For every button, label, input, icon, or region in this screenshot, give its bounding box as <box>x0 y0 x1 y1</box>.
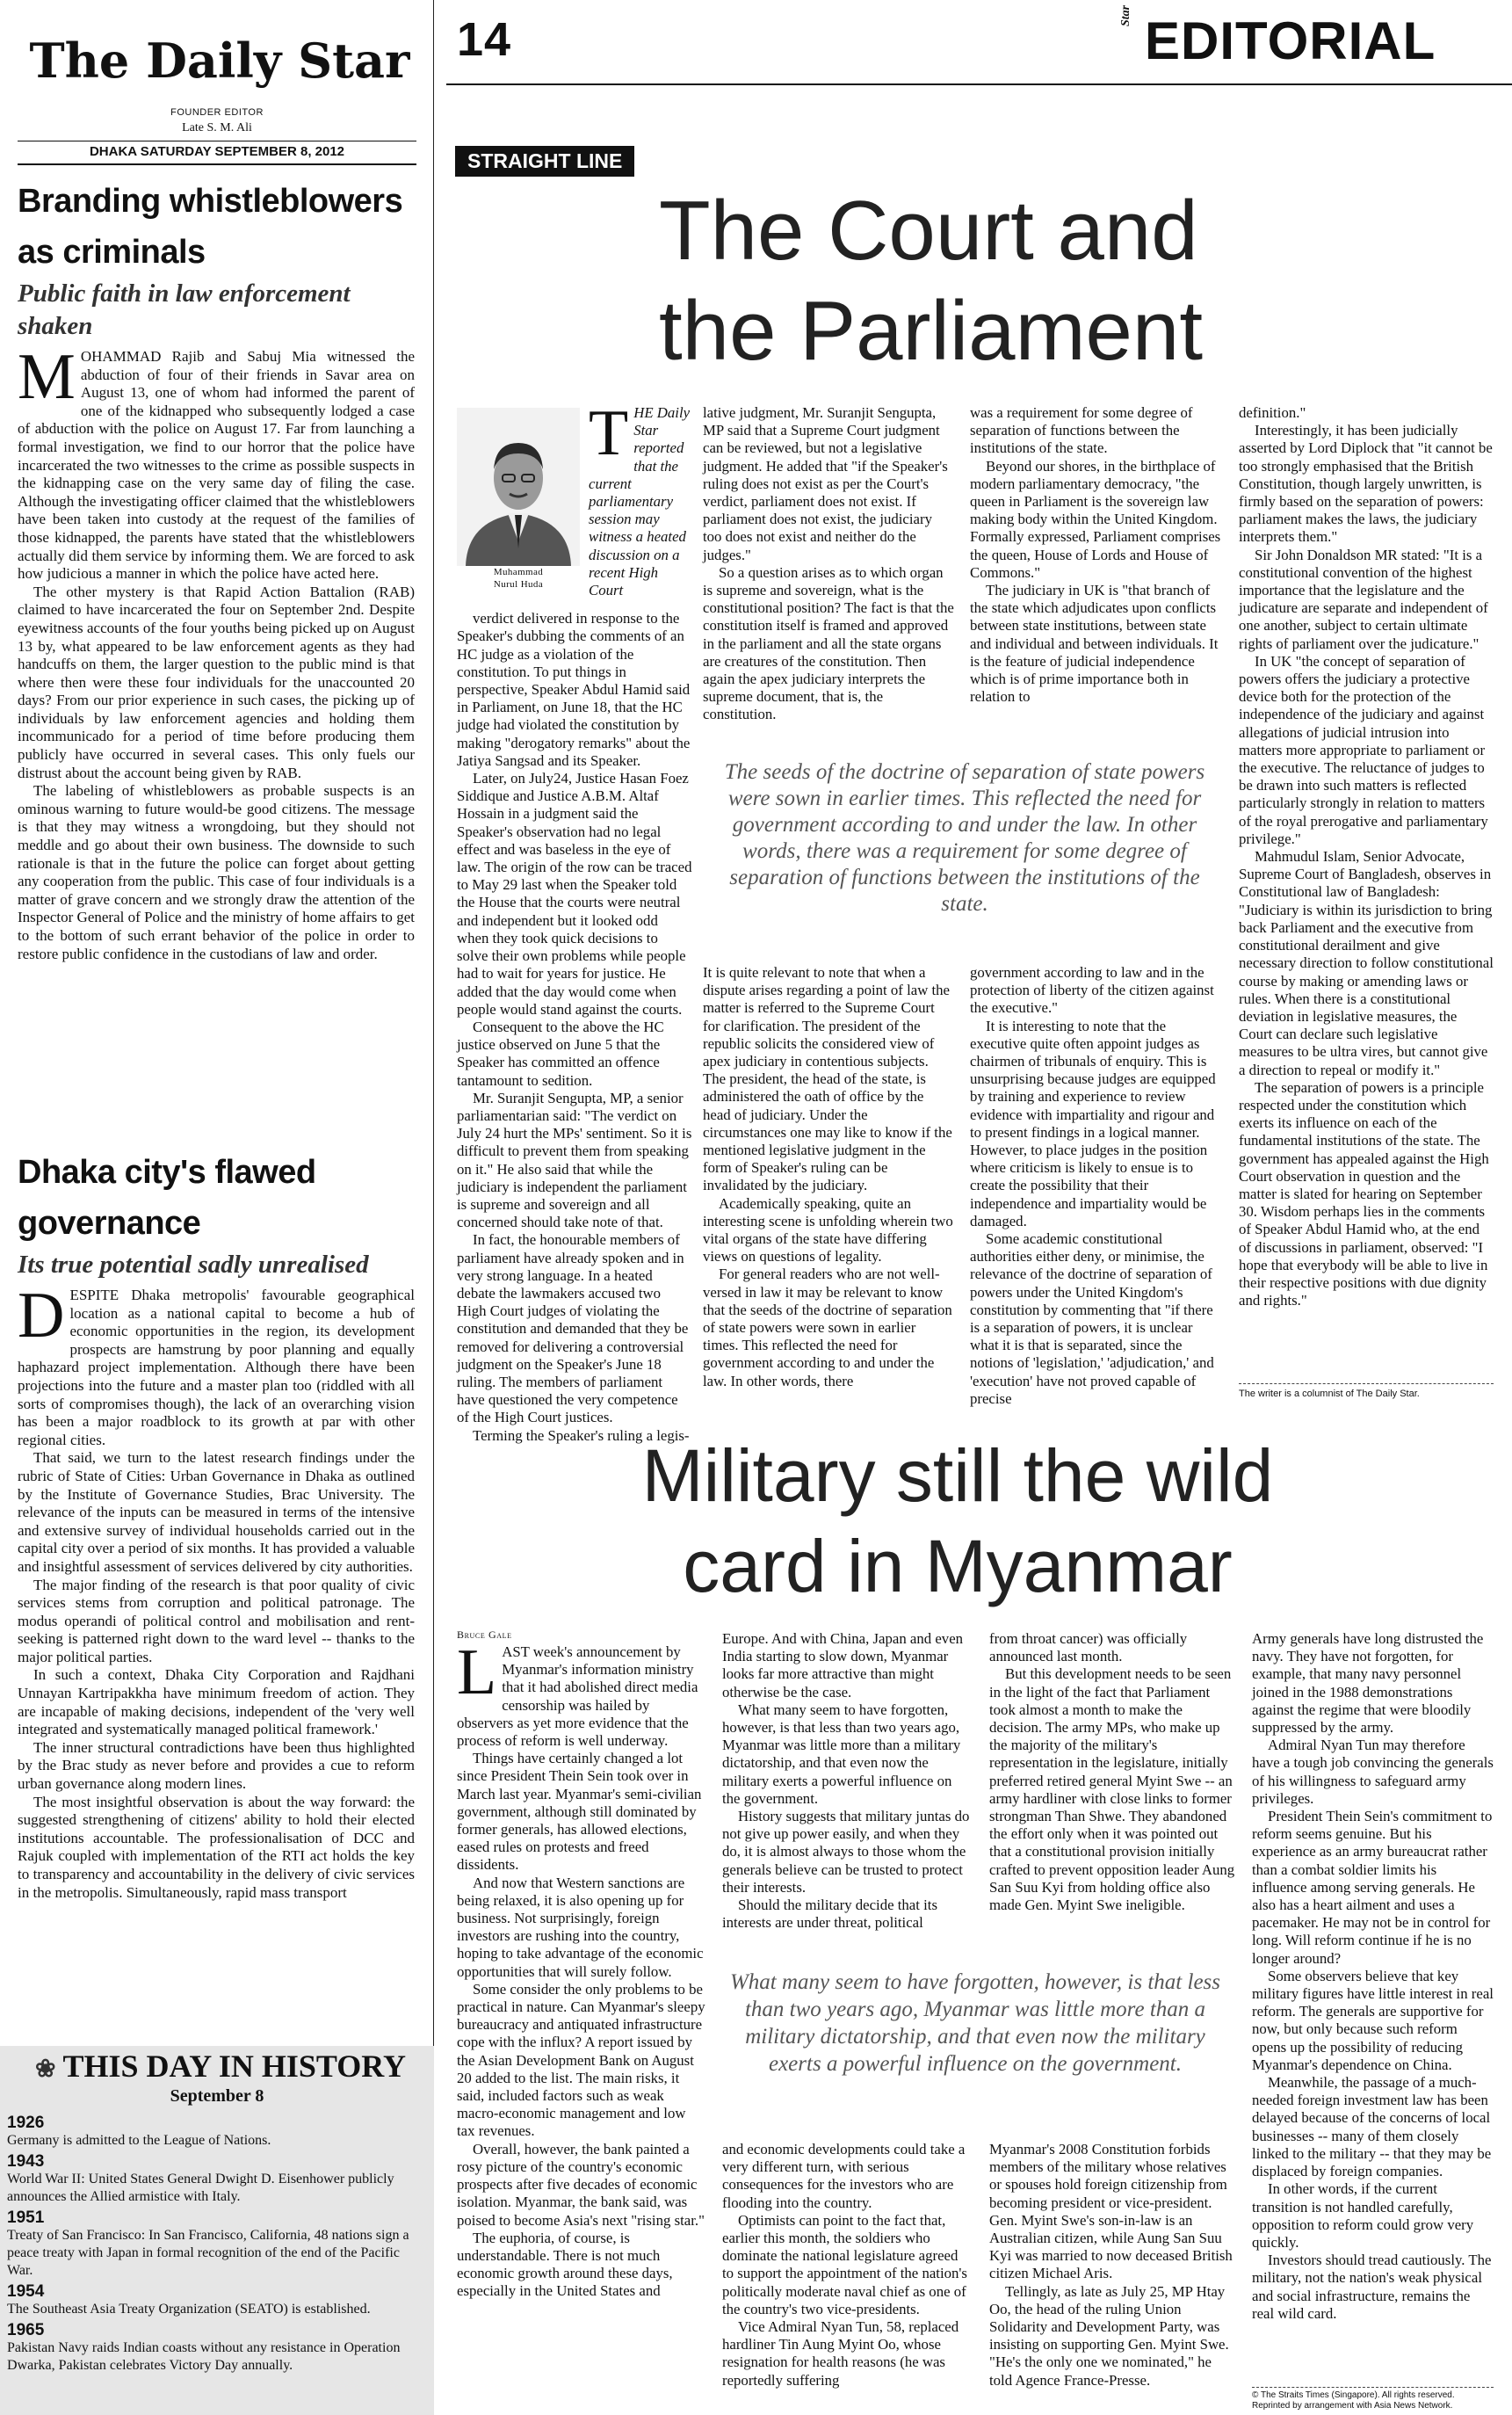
paragraph: The euphoria, of course, is understandable. There is not much economic growth around these days, especially in the United States and <box>457 2229 673 2300</box>
paragraph: The judiciary in UK is "that branch of the state which adjudicates upon conflicts between state institutions, between state and individual and between individuals. It is the feature of judicial independence which is of prime importance both in relation to <box>970 582 1219 706</box>
headline-line: Military still the wild <box>641 1434 1274 1517</box>
headline-line: the Parliament <box>659 284 1203 378</box>
paragraph: Things have certainly changed a lot since President Thein Sein took over in March last year. Myanmar's semi-civilian government, although still dominated by former generals, has allowed elections, eased rules on protests and freed dissidents. <box>457 1750 702 1874</box>
dropcap: T <box>589 397 629 469</box>
paragraph: The labeling of whistleblowers as probable suspects is an ominous warning to future would-be good citizens. The message is that they may witness a wrongdoing, but they should not meddle and go about their own business. The downside to such rationale is that in the future the police can forget about getting any cooperation from the public. This case of four individuals is a matter of grave concern and we strongly draw the attention of the Inspector General of Police and the ministry of home affairs to get to the bottom of such errant behavior of the police in order to restore public confidence in the custodians of law and order. <box>18 782 415 962</box>
masthead <box>0 0 434 167</box>
divider <box>18 163 416 165</box>
paragraph: lative judgment, Mr. Suranjit Sengupta, MP said that a Supreme Court judgment can be reviewed, but not a legislative judgment. He added that "if the Speaker's ruling does not exist as per the Court's verdict, parliament does not exist. If parliament does not exist, the judiciary too does not exist and neither do the judges." <box>703 404 948 563</box>
lead-paragraph <box>589 397 692 599</box>
page-number: 14 <box>457 13 512 66</box>
headline-line: as criminals <box>18 234 206 271</box>
paragraph: from throat cancer) was officially announced last month. <box>989 1630 1188 1665</box>
article-column <box>457 1636 707 2301</box>
article-column <box>970 964 1221 1408</box>
founder-name: Late S. M. Ali <box>182 121 252 134</box>
dateline: DHAKA SATURDAY SEPTEMBER 8, 2012 <box>89 144 345 159</box>
history-year: 1965 <box>7 2321 45 2339</box>
article-column <box>722 1630 970 1932</box>
history-year: 1926 <box>7 2114 45 2132</box>
section-logo: Star <box>1119 4 1132 26</box>
column-paragraphs <box>457 610 692 1445</box>
paragraph-text: ESPITE Dhaka metropolis' favourable geographical location as a national capital to become a hub of economic opportunities in the region, its development prospects are hamstrung by poor planning and equally haphazard project implementation. Although there have been projections into the future and a master plan too (riddled with all sorts of compromises though), the lack of an overarching vision has been a major roadblock to its growth at par with other regional cities. <box>18 1287 415 1448</box>
article-column <box>703 964 954 1390</box>
paragraph: Meanwhile, the passage of a much-needed foreign investment law has been delayed because of the concerns of local businesses -- many of them closely linked to the military -- that they may be displaced by foreign companies. <box>1252 2074 1492 2180</box>
paragraph: Should the military decide that its interests are under threat, political <box>722 1896 937 1932</box>
paragraph: President Thein Sein's commitment to reform seems genuine. But his experience as an army bureaucrat rather than a combat soldier limits his influence among serving generals. He also has a heart ailment and uses a pacemaker. He may not be in control for long. Will reform continue if he is no longer around? <box>1252 1808 1493 1967</box>
paragraph: definition." <box>1239 404 1306 421</box>
history-event: Pakistan Navy raids Indian coasts without any resistance in Operation Dwarka, Pakistan celebrates Victory Day annually. <box>7 2340 401 2373</box>
paragraph: The most insightful observation is about the way forward: the suggested strengthening of citizens' ability to hold their elected institutions accountable. The professionalisation of DCC and Rajuk coupled with implementation of the RTI act holds the key to transparency and accountability in the delivery of civic services in the metropolis. Simultaneously, rapid mass transport <box>18 1793 415 1901</box>
column-paragraphs <box>457 1750 707 2300</box>
lead-text: AST week's announcement by Myanmar's information ministry that it had abolished direct media censorship was hailed by observers as yet more evidence that the process of reform is well underway. <box>457 1643 698 1750</box>
paragraph: Optimists can point to the fact that, earlier this month, the soldiers who dominate the national legislature agreed to support the appointment of the nation's politically moderate naval chief as one of the country's two vice-presidents. <box>722 2211 967 2317</box>
divider <box>1239 1383 1494 1384</box>
paragraph: Interestingly, it has been judicially asserted by Lord Diplock that "it cannot be too strongly emphasised that the British Constitution, though largely unwritten, is firmly based on the separation of powers: parliament makes the laws, the judiciary interprets them." <box>1239 422 1493 546</box>
article-column <box>1239 404 1494 1309</box>
paragraph: Europe. And with China, Japan and even India starting to slow down, Myanmar looks far more attractive than might otherwise be the case. <box>722 1630 964 1701</box>
divider <box>446 83 1512 85</box>
paragraph: Some academic constitutional authorities either deny, or minimise, the relevance of the doctrine of separation of powers under the United Kingdom's constitution by commenting that "if there is a separation of powers, it is unclear what it is that is separated, since the notions of 'legislation,' 'adjudication,' and 'execution' have not proved capable of precise <box>970 1230 1214 1407</box>
paragraph: But this development needs to be seen in the light of the fact that Parliament took almost a month to make the decision. The army MPs, who make up the majority of the military's representation in the legislature, initially preferred retired general Myint Swe -- an army hardliner with close links to former strongman Than Shwe. They abandoned the effort only when it was pointed out that a constitutional provision initially crafted to prevent opposition leader Aung San Suu Kyi from holding office also made Gen. Myint Swe ineligible. <box>989 1665 1235 1914</box>
paragraph: Terming the Speaker's ruling a legis- <box>473 1426 690 1444</box>
paragraph: Army generals have long distrusted the navy. They have not forgotten, for example, that many navy personnel joined in the 1988 demonstrations against the regime that were bloodily suppressed by the army. <box>1252 1630 1484 1737</box>
founder-label: FOUNDER EDITOR <box>170 107 264 118</box>
paragraph: It is quite relevant to note that when a dispute arises regarding a point of law the matter is referred to the Supreme Court for clarification. The president of the republic solicits the considered view of apex judiciary in contentious subjects. The president, the head of the state, is administered the oath of office by the head of judiciary. Under the circumstances one may like to know if the mentioned legislative judgment in the form of Speaker's ruling can be invalidated by the judiciary. <box>703 964 952 1194</box>
paragraph: That said, we turn to the latest research findings under the rubric of State of Cities: Urban Governance in Dhaka as outlined by the Institute of Governance Studies, Brac University. The relevance of the inputs can be measured in terms of the intensive and extensive survey of individual households carried out in the capital city over a period of six months. It has provided a valuable and insightful assessment of services delivered by city authorities. <box>18 1449 415 1575</box>
paragraph: and economic developments could take a very different turn, with serious consequences for the investors who are flooding into the country. <box>722 2141 966 2211</box>
paragraph: government according to law and in the protection of liberty of the citizen against the executive." <box>970 964 1214 1017</box>
headline-line: card in Myanmar <box>683 1525 1233 1607</box>
paragraph: For general readers who are not well-versed in law it may be relevant to know that the seeds of the doctrine of separation of state powers were sown in earlier times. This reflected the need for government according to and under the law. In other words, there <box>703 1266 952 1389</box>
article-column <box>703 404 954 724</box>
history-event: Treaty of San Francisco: In San Francisco, California, 48 nations sign a peace treaty with Japan in formal recognition of the end of the Pacific War. <box>7 2228 409 2278</box>
article-headline <box>659 181 1309 381</box>
paragraph: Sir John Donaldson MR stated: "It is a constitutional convention of the highest importance that the legislature and the judicature are separate and independent of one another, subject to certain ultimate rights of parliament over the judicature." <box>1239 546 1488 652</box>
editorial-headline <box>18 176 415 278</box>
author-name: Nurul Huda <box>493 579 544 590</box>
paragraph: In fact, the honourable members of parliament have already spoken and in very strong language. In a heated debate the lawmakers accused two High Court judges of violating the constitution and demanded that they be removed for delivering a controversial judgment on the Speaker's June 18 ruling. The members of parliament have questioned the very competence of the High Court justices. <box>457 1231 689 1426</box>
history-title-text: THIS DAY IN HISTORY <box>62 2049 406 2084</box>
dropcap: D <box>18 1280 65 1352</box>
editorial-dhaka-governance <box>18 1147 415 1902</box>
divider <box>1252 2387 1494 2388</box>
paragraph: The other mystery is that Rapid Action Battalion (RAB) claimed to have incarcerated the four on September 2nd. Despite eyewitness accounts of the four youths being picked up on August 13 by, what appeared to be law enforcement agents as they had handcuffs on them, the larger question to the public mind is that where then were these four individuals for the unaccounted 20 days? From our prior experience in such cases, the picking up of individuals by law enforcement agencies and holding them incommunicado for a period of time before producing them publicly have occurred in several cases. This only fuels our distrust about the account being given by RAB. <box>18 583 415 781</box>
history-year: 1943 <box>7 2152 45 2171</box>
history-date: September 8 <box>170 2086 264 2106</box>
paragraph: Investors should tread cautiously. The military, not the nation's weak physical and social infrastructure, remains the real wild card. <box>1252 2252 1492 2322</box>
credit-line: Reprinted by arrangement with Asia News Network. <box>1252 2401 1453 2411</box>
history-event: Germany is admitted to the League of Nations. <box>7 2133 271 2148</box>
article-column <box>1252 1630 1494 2323</box>
lead-text: HE Daily Star reported that the current parliamentary session may witness a heated discussion on a recent High Court <box>589 404 691 599</box>
article-headline <box>562 1431 1353 1612</box>
editorial-subhead: Its true potential sadly unrealised <box>18 1251 369 1279</box>
paragraph: The inner structural contradictions have been thus highlighted by the Brac study as never before and provides a cue to reform urban governance along modern lines. <box>18 1738 415 1793</box>
dropcap: M <box>18 341 76 413</box>
paragraph: The separation of powers is a principle respected under the constitution which exerts its influence on each of the fundamental institutions of the state. The government has appealed against the High Court observation in question and the matter is slated for hearing on September 30. Wisdom perhaps lies in the comments of Speaker Abdul Hamid who, at the end of discussions in parliament, observed: "I hope that everybody will be able to live in their respective positions with due dignity and rights." <box>1239 1078 1489 1309</box>
paragraph: Mahmudul Islam, Senior Advocate, Supreme Court of Bangladesh, observes in Constitutional law of Bangladesh: "Judiciary is within its jurisdiction to bring back Parliament and the executive from constitutional derailment and give necessary direction to follow constitutional course by making or amending laws or rules. When there is a constitutional deviation in legislative measures, the Court can declare such legislative measures to be ultra vires, but cannot give a direction to repeal or modify it." <box>1239 848 1494 1078</box>
headline-line: Dhaka city's flawed <box>18 1154 316 1191</box>
editorial-headline <box>18 1147 415 1249</box>
paragraph: History suggests that military juntas do not give up power easily, and when they do, it is almost always to those whom the generals believe can be trusted to protect their interests. <box>722 1808 970 1896</box>
syndication-credit <box>1252 2390 1498 2411</box>
headline-line: Branding whistleblowers <box>18 183 403 220</box>
paragraph: And now that Western sanctions are being relaxed, it is also opening up for business. Not surprisingly, foreign investors are rushing into the country, hoping to take advantage of the economic opportunities that will surely follow. <box>457 1874 704 1980</box>
pull-quote: What many seem to have forgotten, however, is that less than two years ago, Myanmar was little more than a military dictatorship, and that even now the military exerts a powerful influence on the government. <box>729 1970 1220 2076</box>
section-title: EDITORIAL <box>1145 11 1436 70</box>
article-column <box>989 2141 1235 2390</box>
paragraph: In such a context, Dhaka City Corporation and Rajdhani Unnayan Kartripakkha have minimum freedom of action. They are incapable of making decisions, independent of the 'very well integrated and systematically managed political framework.' <box>18 1666 415 1738</box>
paragraph: Beyond our shores, in the birthplace of modern parliamentary democracy, "the queen in Parliament is the sovereign law making body within the United Kingdom. Formally expressed, Parliament comprises the queen, House of Lords and House of Commons." <box>970 457 1221 581</box>
editorial-sidebar <box>0 0 434 2415</box>
paragraph-text: OHAMMAD Rajib and Sabuj Mia witnessed the abduction of four of their friends in Savar area on August 13, one of whom had informed the parent of one of the kidnapped who subsequently lodged a case of abduction with the police on August 17. Far from launching a formal investigation, we find to our horror that the police have incarcerated the two witnesses to the crime as possible suspects in the kidnapping case on the very same day of filing the case. Although the investigating officer claimed that the whistleblowers have been taken into custody at the request of the families of those kidnapped, the parents have stated that the whistleblowers actually did them service by informing them. We are forced to ask how judicious a manner in which the police have acted here. <box>18 348 415 583</box>
headline-line: The Court and <box>659 184 1198 278</box>
history-title <box>0 2048 434 2085</box>
history-event: The Southeast Asia Treaty Organization (SEATO) is established. <box>7 2302 371 2317</box>
history-event: World War II: United States General Dwight D. Eisenhower publicly announces the Allied armistice with Italy. <box>7 2172 394 2204</box>
editorial-body <box>18 1280 415 1902</box>
paragraph: Mr. Suranjit Sengupta, MP, a senior parliamentarian said: "The verdict on July 24 hurt the MPs' sentiment. So it is difficult to prevent them from speaking on it." He also said that while the judiciary is independent the parliament is supreme and sovereign and all concerned should take note of that. <box>457 1089 692 1231</box>
dropcap: L <box>457 1636 497 1708</box>
headline-line: governance <box>18 1205 201 1242</box>
paragraph: What many seem to have forgotten, however, is that less than two years ago, Myanmar was little more than a military dictatorship, and that even now the military exerts a powerful influence on the government. <box>722 1701 961 1807</box>
ornament-icon: ❀ <box>34 2056 56 2083</box>
masthead-logo-text: The Daily Star <box>29 33 410 89</box>
article-column <box>989 1630 1235 1914</box>
paragraph: Later, on July24, Justice Hasan Foez Siddique and Justice A.B.M. Altaf Hossain in a judgment said the Speaker's observation had no legal effect and was baseless in the eye of law. The origin of the row can be traced to May 29 last when the Speaker told the House that the courts were neutral and independent but it looked odd when they took quick decisions to solve their own problems while people had to wait for years for justice. He added that the day would come when people would stand against the courts. <box>457 770 692 1018</box>
author-byline: Bruce Gale <box>457 1628 512 1641</box>
author-credit: The writer is a columnist of The Daily Star. <box>1239 1389 1420 1399</box>
article-column <box>970 404 1221 706</box>
paragraph: Myanmar's 2008 Constitution forbids members of the military whose relatives or spouses hold foreign citizenship from becoming president or vice-president. Gen. Myint Swe's son-in-law is an Australian citizen, while Aung San Suu Kyi was married to now deceased British citizen Michael Aris. <box>989 2141 1233 2282</box>
paragraph <box>18 341 415 584</box>
author-name: Muhammad <box>493 567 544 577</box>
paragraph: verdict delivered in response to the Speaker's dubbing the comments of an HC judge as a violation of the constitution. To put things in perspective, Speaker Abdul Hamid said in Parliament, on June 18, that the HC judge had violated the constitution by making "derogatory remarks" about the Jatiya Sangsad and its Speaker. <box>457 610 691 769</box>
paragraph: Admiral Nyan Tun may therefore have a tough job convincing the generals of his willingness to safeguard army privileges. <box>1252 1737 1494 1807</box>
history-year: 1954 <box>7 2282 45 2301</box>
editorial-whistleblowers <box>18 176 415 963</box>
lead-paragraph <box>457 1636 707 1750</box>
paragraph: Some consider the only problems to be practical in nature. Can Myanmar's sleepy bureaucracy and antiquated infrastructure cope with the influx? A report issued by the Asian Development Bank on August 20 added to the list. The main risks, it said, included factors such as weak macro-economic management and low tax revenues. <box>457 1980 705 2140</box>
masthead-logo <box>26 23 413 102</box>
article-column <box>722 2141 970 2390</box>
paragraph: It is interesting to note that the executive quite often appoint judges as chairmen of tribunals of enquiry. This is unsurprising because judges are equipped by training and experience to review evidence with impartiality and rigour and to present findings in a logical manner. However, to place judges in the position where criticism is likely to ensue is to create the possibility that their independence and impartiality would be damaged. <box>970 1017 1216 1229</box>
paragraph: In other words, if the current transition is not handled carefully, opposition to reform could grow very quickly. <box>1252 2180 1474 2251</box>
article-column <box>457 397 692 1445</box>
sidebar-divider <box>433 0 434 2048</box>
this-day-in-history <box>0 2046 434 2415</box>
paragraph: In UK "the concept of separation of powers offers the judiciary a protective device both for the protection of the independence of the judiciary and against allegations of judicial intrusion into matters more appropriate to parliament or the executive. The reluctance of judges to be drawn into such matters is reflected particularly strongly in relation to matters of the royal prerogative and parliamentary privilege." <box>1239 652 1488 847</box>
editorial-body <box>18 341 415 963</box>
paragraph: Consequent to the above the HC justice observed on June 5 that the Speaker has committed an offence tantamount to sedition. <box>457 1018 664 1089</box>
paragraph <box>18 1280 415 1449</box>
paragraph: Overall, however, the bank painted a rosy picture of the country's economic prospects after five decades of economic isolation. Myanmar, the bank said, was poised to become Asia's next "rising star." <box>457 2140 705 2229</box>
pull-quote: The seeds of the doctrine of separation of state powers were sown in earlier times. This reflected the need for government according to and under the law. In other words, there was a requirement for some degree of separation of functions between the institutions of the state. <box>724 760 1205 916</box>
editorial-subhead: Public faith in law enforcement shaken <box>18 279 351 340</box>
paragraph: So a question arises as to which organ is supreme and sovereign, what is the constitutional position? The fact is that the constitution itself is framed and approved in the parliament and all the state organs are creatures of the constitution. Then again the apex judiciary interprets the supreme document, that is, the constitution. <box>703 563 954 723</box>
credit-line: © The Straits Times (Singapore). All rights reserved. <box>1252 2390 1455 2400</box>
paragraph: Vice Admiral Nyan Tun, 58, replaced hardliner Tin Aung Myint Oo, whose resignation for health reasons (he was reportedly suffering <box>722 2318 959 2389</box>
paragraph: Some observers believe that key military figures have little interest in real reform. The generals are supportive for now, but only because such reform opens up the possibility of reducing Myanmar's dependence on China. <box>1252 1967 1494 2073</box>
paragraph: Academically speaking, quite an interesting scene is unfolding wherein two vital organs of the state have differing views on questions of legality. <box>703 1194 953 1266</box>
column-kicker: STRAIGHT LINE <box>455 146 634 177</box>
paragraph: was a requirement for some degree of separation of functions between the institutions of the state. <box>970 404 1193 457</box>
paragraph: Tellingly, as late as July 25, MP Htay Oo, the head of the ruling Union Solidarity and Development Party, was insisting on supporting Gen. Myint Swe. "He's the only one we nominated," he told Agence France-Presse. <box>989 2282 1229 2389</box>
history-list <box>7 2111 427 2375</box>
history-year: 1951 <box>7 2208 45 2227</box>
paragraph: The major finding of the research is that poor quality of civic services stems from corruption and political patronage. The modus operandi of political control and mobilisation and rent-seeking is patterned right down to the ward level -- thanks to the major political parties. <box>18 1576 415 1665</box>
